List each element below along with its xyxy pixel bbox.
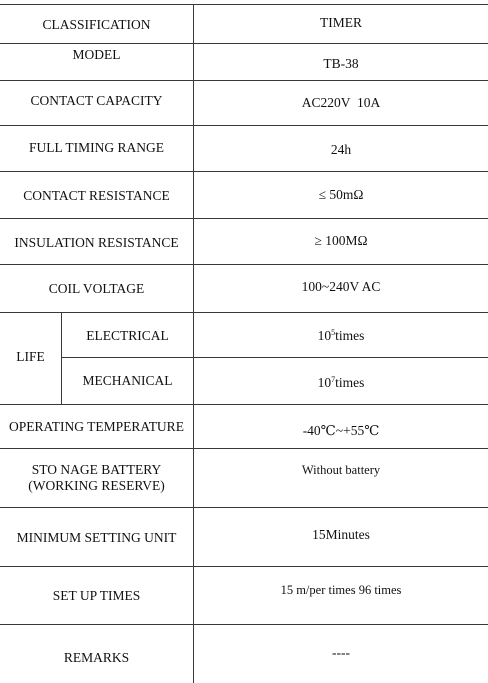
table-rule [0, 4, 488, 5]
coil-voltage-label: COIL VOLTAGE [48, 281, 145, 296]
insulation-resistance-value: ≥ 100MΩ [314, 233, 368, 248]
full-timing-range-label: FULL TIMING RANGE [29, 140, 164, 155]
table-rule [0, 125, 488, 126]
contact-resistance-label: CONTACT RESISTANCE [23, 188, 170, 203]
contact-resistance-value: ≤ 50mΩ [318, 187, 364, 202]
electrical-label: ELECTRICAL [86, 328, 169, 343]
storage-battery-label: STO NAGE BATTERY (WORKING RESERVE) [28, 462, 165, 493]
model-value: TB-38 [323, 56, 359, 71]
table-rule [0, 566, 488, 567]
mechanical-life-value: $10^7times$ [317, 375, 365, 390]
table-rule [0, 218, 488, 219]
minimum-setting-unit-label: MINIMUM SETTING UNIT [16, 530, 177, 545]
table-rule [0, 171, 488, 172]
electrical-life-value: $10^5times$ [317, 328, 365, 343]
classification-value: TIMER [320, 15, 362, 30]
table-rule [0, 507, 488, 508]
storage-battery-value: Without battery [301, 463, 381, 477]
table-rule [0, 80, 488, 81]
operating-temperature-value: -40℃~+55℃ [302, 423, 380, 438]
table-rule [0, 312, 488, 313]
classification-label: CLASSIFICATION [42, 17, 151, 32]
insulation-resistance-label: INSULATION RESISTANCE [14, 235, 179, 250]
set-up-times-value: 15 m/per times 96 times [280, 583, 402, 597]
table-rule [0, 404, 488, 405]
set-up-times-label: SET UP TIMES [52, 588, 141, 603]
minimum-setting-unit-value: 15Minutes [312, 527, 370, 542]
table-rule [0, 264, 488, 265]
table-rule [61, 357, 488, 358]
table-rule [0, 43, 488, 44]
life-label: LIFE [16, 349, 45, 364]
operating-temperature-label: OPERATING TEMPERATURE [9, 419, 184, 434]
life-subcolumn-divider [61, 312, 62, 404]
table-rule [0, 448, 488, 449]
contact-capacity-value: AC220V 10A [301, 95, 381, 110]
full-timing-range-value: 24h [330, 142, 352, 157]
remarks-label: REMARKS [63, 650, 130, 665]
table-rule [0, 624, 488, 625]
mechanical-label: MECHANICAL [82, 373, 173, 388]
contact-capacity-label: CONTACT CAPACITY [30, 93, 163, 108]
remarks-value: ---- [332, 645, 350, 660]
model-label: MODEL [72, 47, 121, 62]
coil-voltage-value: 100~240V AC [301, 279, 381, 294]
